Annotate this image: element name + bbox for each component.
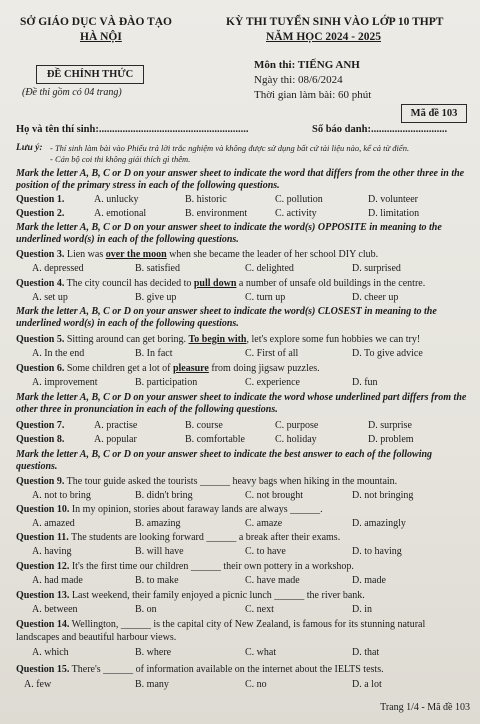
question-15: Question 15. There's ______ of information available on the internet about the IELTS tests. [16, 664, 384, 675]
q9-option-b: B. didn't bring [135, 490, 193, 501]
q9-option-a: A. not to bring [32, 490, 91, 501]
q3-option-d: D. surprised [352, 263, 401, 274]
section-5-instruction: Mark the letter A, B, C or D on your answer sheet to indicate the best answer to each of the following questions. [16, 449, 433, 472]
q6-option-c: C. experience [245, 377, 300, 388]
question-8: Question 8. [16, 434, 65, 445]
q2-option-c: C. activity [275, 208, 317, 219]
q4-option-d: D. cheer up [352, 292, 399, 303]
candidate-id-field: Số báo danh:............................. [312, 124, 448, 135]
department-name: SỞ GIÁO DỤC VÀ ĐÀO TẠO [20, 16, 172, 28]
q5-option-b: B. In fact [135, 348, 173, 359]
question-9: Question 9. The tour guide asked the tourists ______ heavy bags when hiking in the mountain. [16, 476, 398, 487]
q13-option-d: D. in [352, 604, 372, 615]
notes-line-2: - Cán bộ coi thi không giải thích gì thêm. [50, 154, 191, 164]
exam-date: Ngày thi: 08/6/2024 [254, 74, 343, 86]
q11-option-a: A. having [32, 546, 72, 557]
q9-option-d: D. not bringing [352, 490, 414, 501]
school-year: NĂM HỌC 2024 - 2025 [266, 31, 381, 43]
question-12: Question 12. It's the first time our children ______ their own pottery in a workshop. [16, 561, 354, 572]
q12-option-b: B. to make [135, 575, 179, 586]
q14-option-b: B. where [135, 647, 172, 658]
official-exam-box: ĐỀ CHÍNH THỨC [36, 65, 144, 84]
q8-option-c: C. holiday [275, 434, 317, 445]
section-1-instruction: Mark the letter A, B, C or D on your answer sheet to indicate the word that differs from the other three in the position of the primary stress in each of the following questions. [16, 168, 465, 191]
q13-option-b: B. on [135, 604, 157, 615]
q4-option-c: C. turn up [245, 292, 286, 303]
q2-option-b: B. environment [185, 208, 248, 219]
q6-option-d: D. fun [352, 377, 378, 388]
q11-option-c: C. to have [245, 546, 286, 557]
page-count-note: (Đề thi gồm có 04 trang) [22, 87, 122, 98]
q5-option-c: C. First of all [245, 348, 299, 359]
q6-option-b: B. participation [135, 377, 198, 388]
q13-option-c: C. next [245, 604, 274, 615]
q15-option-b: B. many [135, 679, 169, 690]
q7-option-c: C. purpose [275, 420, 319, 431]
q11-option-d: D. to having [352, 546, 402, 557]
question-14-continued: landscapes and beautiful harbour views. [16, 632, 177, 643]
q12-option-d: D. made [352, 575, 386, 586]
q12-option-c: C. have made [245, 575, 300, 586]
question-5: Question 5. Sitting around can get boring. To begin with, let's explore some fun hobbies we can try! [16, 334, 421, 345]
notes-label: Lưu ý: [16, 143, 43, 153]
q7-option-d: D. surprise [368, 420, 412, 431]
q5-option-a: A. In the end [32, 348, 85, 359]
city-name: HÀ NỘI [80, 31, 122, 43]
question-3: Question 3. Lien was over the moon when she became the leader of her school DIY club. [16, 249, 379, 260]
q4-option-a: A. set up [32, 292, 68, 303]
q8-option-d: D. problem [368, 434, 414, 445]
q9-option-c: C. not brought [245, 490, 304, 501]
q2-option-d: D. limitation [368, 208, 420, 219]
q10-option-d: D. amazingly [352, 518, 406, 529]
q3-option-a: A. depressed [32, 263, 84, 274]
q3-option-b: B. satisfied [135, 263, 180, 274]
question-11: Question 11. The students are looking forward ______ a break after their exams. [16, 532, 341, 543]
question-4: Question 4. The city council has decided to pull down a number of unsafe old buildings in the centre. [16, 278, 426, 289]
section-3-instruction: Mark the letter A, B, C or D on your answer sheet to indicate the word(s) CLOSEST in meaning to the underlined word(s) in each of the following questions. [16, 306, 437, 329]
q1-option-b: B. historic [185, 194, 227, 205]
q10-option-b: B. amazing [135, 518, 181, 529]
page-footer: Trang 1/4 - Mã đề 103 [380, 702, 470, 713]
question-1: Question 1. [16, 194, 65, 205]
exam-code-box: Mã đề 103 [401, 104, 467, 123]
candidate-name-field: Họ và tên thí sinh:......................................................... [16, 124, 249, 135]
exam-duration: Thời gian làm bài: 60 phút [254, 89, 372, 101]
q3-option-c: C. delighted [245, 263, 294, 274]
q6-option-a: A. improvement [32, 377, 98, 388]
q15-option-c: C. no [245, 679, 267, 690]
q8-option-a: A. popular [94, 434, 137, 445]
q5-option-d: D. To give advice [352, 348, 423, 359]
q1-option-c: C. pollution [275, 194, 323, 205]
q4-option-b: B. give up [135, 292, 177, 303]
question-14: Question 14. Wellington, ______ is the capital city of New Zealand, is famous for its stunning natural [16, 619, 426, 630]
q15-option-d: D. a lot [352, 679, 382, 690]
q15-option-a: A. few [24, 679, 52, 690]
q7-option-b: B. course [185, 420, 223, 431]
section-4-instruction: Mark the letter A, B, C or D on your answer sheet to indicate the word whose underlined part differs from the other three in pronunciation in each of the following questions. [16, 392, 467, 415]
q2-option-a: A. emotional [94, 208, 147, 219]
question-10: Question 10. In my opinion, stories about faraway lands are always ______. [16, 504, 323, 515]
q7-option-a: A. practise [94, 420, 138, 431]
question-2: Question 2. [16, 208, 65, 219]
q10-option-c: C. amaze [245, 518, 283, 529]
subject: Môn thi: TIẾNG ANH [254, 59, 360, 71]
q8-option-b: B. comfortable [185, 434, 245, 445]
q13-option-a: A. between [32, 604, 78, 615]
question-7: Question 7. [16, 420, 65, 431]
q14-option-d: D. that [352, 647, 380, 658]
exam-title: KỲ THI TUYỂN SINH VÀO LỚP 10 THPT [226, 16, 444, 28]
q12-option-a: A. had made [32, 575, 83, 586]
q10-option-a: A. amazed [32, 518, 75, 529]
q11-option-b: B. will have [135, 546, 184, 557]
question-13: Question 13. Last weekend, their family enjoyed a picnic lunch ______ the river bank. [16, 590, 365, 601]
question-6: Question 6. Some children get a lot of pleasure from doing jigsaw puzzles. [16, 363, 320, 374]
notes-line-1: - Thí sinh làm bài vào Phiếu trả lời trắc nghiệm và không được sử dụng bất cứ tài liệu nào, kể cả từ điển. [50, 143, 410, 153]
q1-option-d: D. volunteer [368, 194, 418, 205]
q1-option-a: A. unlucky [94, 194, 139, 205]
section-2-instruction: Mark the letter A, B, C or D on your answer sheet to indicate the word(s) OPPOSITE in meaning to the underlined word(s) in each of the following questions. [16, 222, 442, 245]
q14-option-a: A. which [32, 647, 69, 658]
q14-option-c: C. what [245, 647, 277, 658]
